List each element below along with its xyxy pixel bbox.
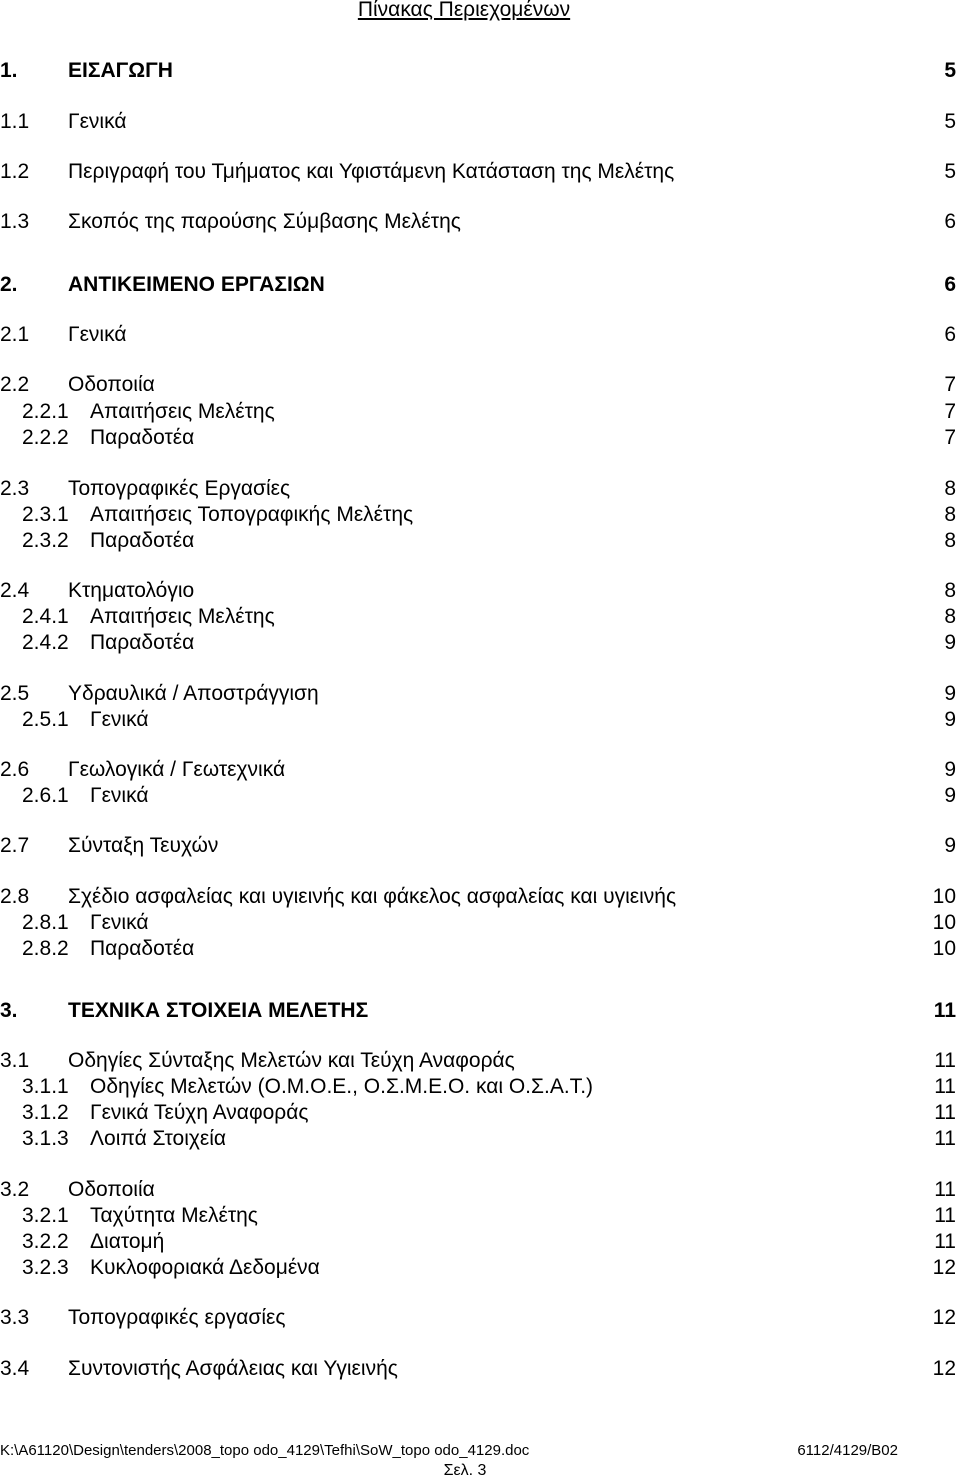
toc-entry-title: Διατομή (90, 1230, 165, 1253)
toc-title: Πίνακας Περιεχομένων (357, 0, 571, 21)
toc-entry-page: 9 (944, 784, 956, 807)
toc-entry-title: Παραδοτέα (90, 426, 195, 449)
toc-entry-title: Σκοπός της παρούσης Σύμβασης Μελέτης (68, 210, 461, 233)
toc-entry-page: 12 (932, 1306, 956, 1329)
toc-entry[interactable] (0, 1178, 960, 1202)
toc-entry-page: 11 (934, 1049, 956, 1072)
toc-entry-page: 10 (932, 885, 956, 908)
toc-entry[interactable] (0, 911, 960, 935)
toc-entry-title: Γενικά (90, 708, 149, 731)
toc-entry-title: Γενικά (68, 323, 127, 346)
toc-entry[interactable] (0, 1230, 960, 1254)
toc-entry-page: 8 (944, 579, 956, 602)
toc-entry-page: 7 (944, 400, 956, 423)
toc-entry[interactable] (0, 400, 960, 424)
toc-entry-title: Υδραυλικά / Αποστράγγιση (68, 682, 319, 705)
toc-entry-page: 8 (944, 605, 956, 628)
toc-entry-number: 2.6 (0, 758, 30, 781)
toc-entry[interactable] (0, 1075, 960, 1099)
toc-entry-title: Σχέδιο ασφαλείας και υγιεινής και φάκελος ασφαλείας και υγιεινής (68, 885, 677, 908)
toc-entry-title: Τοπογραφικές εργασίες (68, 1306, 286, 1329)
toc-entry-title: Λοιπά Στοιχεία (90, 1127, 227, 1150)
toc-entry[interactable] (0, 784, 960, 808)
toc-entry-page: 10 (932, 937, 956, 960)
toc-entry-number: 3.2 (0, 1178, 30, 1201)
toc-entry-number: 2.8.2 (22, 937, 69, 960)
toc-entry-number: 2.7 (0, 834, 30, 857)
toc-entry-number: 1. (0, 59, 18, 82)
toc-entry[interactable] (0, 1101, 960, 1125)
toc-entry-title: Παραδοτέα (90, 937, 195, 960)
footer-file-path: K:\A61120\Design\tenders\2008_topo odo_4129\Tefhi\SoW_topo odo_4129.doc (0, 1442, 530, 1459)
toc-entry-number: 3.4 (0, 1357, 30, 1380)
toc-entry-page: 8 (944, 529, 956, 552)
toc-entry-page: 12 (932, 1256, 956, 1279)
toc-entry-number: 3.1.3 (22, 1127, 69, 1150)
toc-entry-title: ΤΕΧΝΙΚΑ ΣΤΟΙΧΕΙΑ ΜΕΛΕΤΗΣ (68, 999, 369, 1022)
toc-entry-page: 9 (944, 758, 956, 781)
toc-entry-page: 12 (932, 1357, 956, 1380)
toc-entry-page: 6 (944, 273, 956, 296)
toc-entry[interactable] (0, 529, 960, 553)
toc-entry[interactable] (0, 834, 960, 858)
toc-entry-title: Γενικά (90, 784, 149, 807)
toc-entry-title: Κτηματολόγιο (68, 579, 195, 602)
toc-entry-title: Οδηγίες Μελετών (Ο.Μ.Ο.Ε., Ο.Σ.Μ.Ε.Ο. και Ο.Σ.Α.Τ.) (90, 1075, 594, 1098)
toc-entry-number: 2.3 (0, 477, 30, 500)
toc-entry-number: 3.1.1 (22, 1075, 69, 1098)
toc-entry-page: 7 (944, 426, 956, 449)
toc-entry-page: 9 (944, 708, 956, 731)
toc-entry-title: Σύνταξη Τευχών (68, 834, 219, 857)
toc-entry[interactable] (0, 682, 960, 706)
toc-entry[interactable] (0, 1049, 960, 1073)
toc-entry-number: 2.5.1 (22, 708, 69, 731)
toc-entry-page: 11 (934, 1178, 956, 1201)
toc-entry[interactable] (0, 1127, 960, 1151)
toc-entry-number: 2.1 (0, 323, 30, 346)
toc-entry-number: 2.4.2 (22, 631, 69, 654)
toc-entry-page: 11 (934, 1204, 956, 1227)
toc-entry[interactable] (0, 373, 960, 397)
toc-entry[interactable] (0, 605, 960, 629)
toc-entry-number: 2.2.1 (22, 400, 69, 423)
toc-entry-number: 2.8.1 (22, 911, 69, 934)
toc-entry-number: 1.3 (0, 210, 30, 233)
toc-entry[interactable] (0, 758, 960, 782)
toc-entry-number: 2.4.1 (22, 605, 69, 628)
toc-entry-number: 2.3.2 (22, 529, 69, 552)
toc-entry[interactable] (0, 426, 960, 450)
toc-entry-title: Τοπογραφικές Εργασίες (68, 477, 291, 500)
toc-entry-title: ΕΙΣΑΓΩΓΗ (68, 59, 173, 82)
toc-entry[interactable] (0, 503, 960, 527)
toc-entry-page: 9 (944, 682, 956, 705)
toc-entry[interactable] (0, 708, 960, 732)
toc-entry-title: Παραδοτέα (90, 529, 195, 552)
toc-entry-page: 11 (933, 999, 956, 1022)
toc-entry-title: Παραδοτέα (90, 631, 195, 654)
toc-entry[interactable] (0, 885, 960, 909)
toc-entry-title: Γενικά Τεύχη Αναφοράς (90, 1101, 309, 1124)
toc-entry-title: Οδοποιία (68, 373, 155, 396)
toc-entry-page: 6 (944, 323, 956, 346)
toc-entry[interactable] (0, 59, 960, 83)
toc-entry-number: 1.2 (0, 160, 30, 183)
toc-entry-number: 3.2.2 (22, 1230, 69, 1253)
toc-entry[interactable] (0, 1357, 960, 1381)
toc-entry-number: 2.3.1 (22, 503, 69, 526)
toc-entry[interactable] (0, 937, 960, 961)
toc-entry-title: Οδηγίες Σύνταξης Μελετών και Τεύχη Αναφοράς (68, 1049, 515, 1072)
toc-entry[interactable] (0, 579, 960, 603)
toc-entry[interactable] (0, 160, 960, 184)
toc-entry-title: Περιγραφή του Τμήματος και Υφιστάμενη Κατάσταση της Μελέτης (68, 160, 675, 183)
toc-entry[interactable] (0, 477, 960, 501)
toc-entry-number: 2.8 (0, 885, 30, 908)
toc-entry-number: 2.2.2 (22, 426, 69, 449)
toc-entry[interactable] (0, 273, 960, 297)
toc-entry[interactable] (0, 1204, 960, 1228)
toc-entry-number: 2. (0, 273, 18, 296)
toc-entry-title: Γενικά (68, 110, 127, 133)
toc-entry-page: 11 (934, 1075, 956, 1098)
toc-entry-number: 2.5 (0, 682, 30, 705)
toc-entry-page: 5 (944, 59, 956, 82)
toc-entry[interactable] (0, 1256, 960, 1280)
toc-entry-number: 1.1 (0, 110, 30, 133)
toc-entry-page: 11 (934, 1127, 956, 1150)
footer-page-number: Σελ. 3 (443, 1462, 487, 1479)
toc-entry-page: 11 (934, 1230, 956, 1253)
toc-entry[interactable] (0, 999, 960, 1023)
toc-entry-page: 6 (944, 210, 956, 233)
toc-entry-page: 5 (944, 110, 956, 133)
toc-entry-title: Απαιτήσεις Τοπογραφικής Μελέτης (90, 503, 414, 526)
toc-entry-page: 5 (944, 160, 956, 183)
toc-entry-title: Οδοποιία (68, 1178, 155, 1201)
toc-entry-title: ΑΝΤΙΚΕΙΜΕΝΟ ΕΡΓΑΣΙΩΝ (68, 273, 325, 296)
toc-entry-number: 3. (0, 999, 18, 1022)
toc-entry-number: 2.2 (0, 373, 30, 396)
toc-entry-title: Συντονιστής Ασφάλειας και Υγιεινής (68, 1357, 398, 1380)
toc-entry-page: 11 (934, 1101, 956, 1124)
toc-entry[interactable] (0, 631, 960, 655)
toc-entry-number: 2.4 (0, 579, 30, 602)
toc-entry-title: Απαιτήσεις Μελέτης (90, 605, 275, 628)
toc-entry-page: 8 (944, 503, 956, 526)
toc-entry-page: 9 (944, 834, 956, 857)
toc-entry[interactable] (0, 323, 960, 347)
footer-document-code: 6112/4129/B02 (797, 1442, 898, 1459)
toc-entry-number: 3.2.1 (22, 1204, 69, 1227)
toc-entry-number: 3.1 (0, 1049, 30, 1072)
toc-entry-page: 10 (932, 911, 956, 934)
toc-entry-number: 3.2.3 (22, 1256, 69, 1279)
toc-entry-title: Κυκλοφοριακά Δεδομένα (90, 1256, 320, 1279)
toc-entry-number: 3.3 (0, 1306, 30, 1329)
toc-entry[interactable] (0, 110, 960, 134)
toc-entry-title: Γενικά (90, 911, 149, 934)
toc-entry[interactable] (0, 210, 960, 234)
toc-entry-title: Γεωλογικά / Γεωτεχνικά (68, 758, 286, 781)
toc-entry-page: 7 (944, 373, 956, 396)
toc-entry-number: 3.1.2 (22, 1101, 69, 1124)
toc-entry-title: Ταχύτητα Μελέτης (90, 1204, 258, 1227)
toc-entry-title: Απαιτήσεις Μελέτης (90, 400, 275, 423)
toc-entry[interactable] (0, 1306, 960, 1330)
toc-entry-page: 9 (944, 631, 956, 654)
toc-entry-number: 2.6.1 (22, 784, 69, 807)
toc-entry-page: 8 (944, 477, 956, 500)
